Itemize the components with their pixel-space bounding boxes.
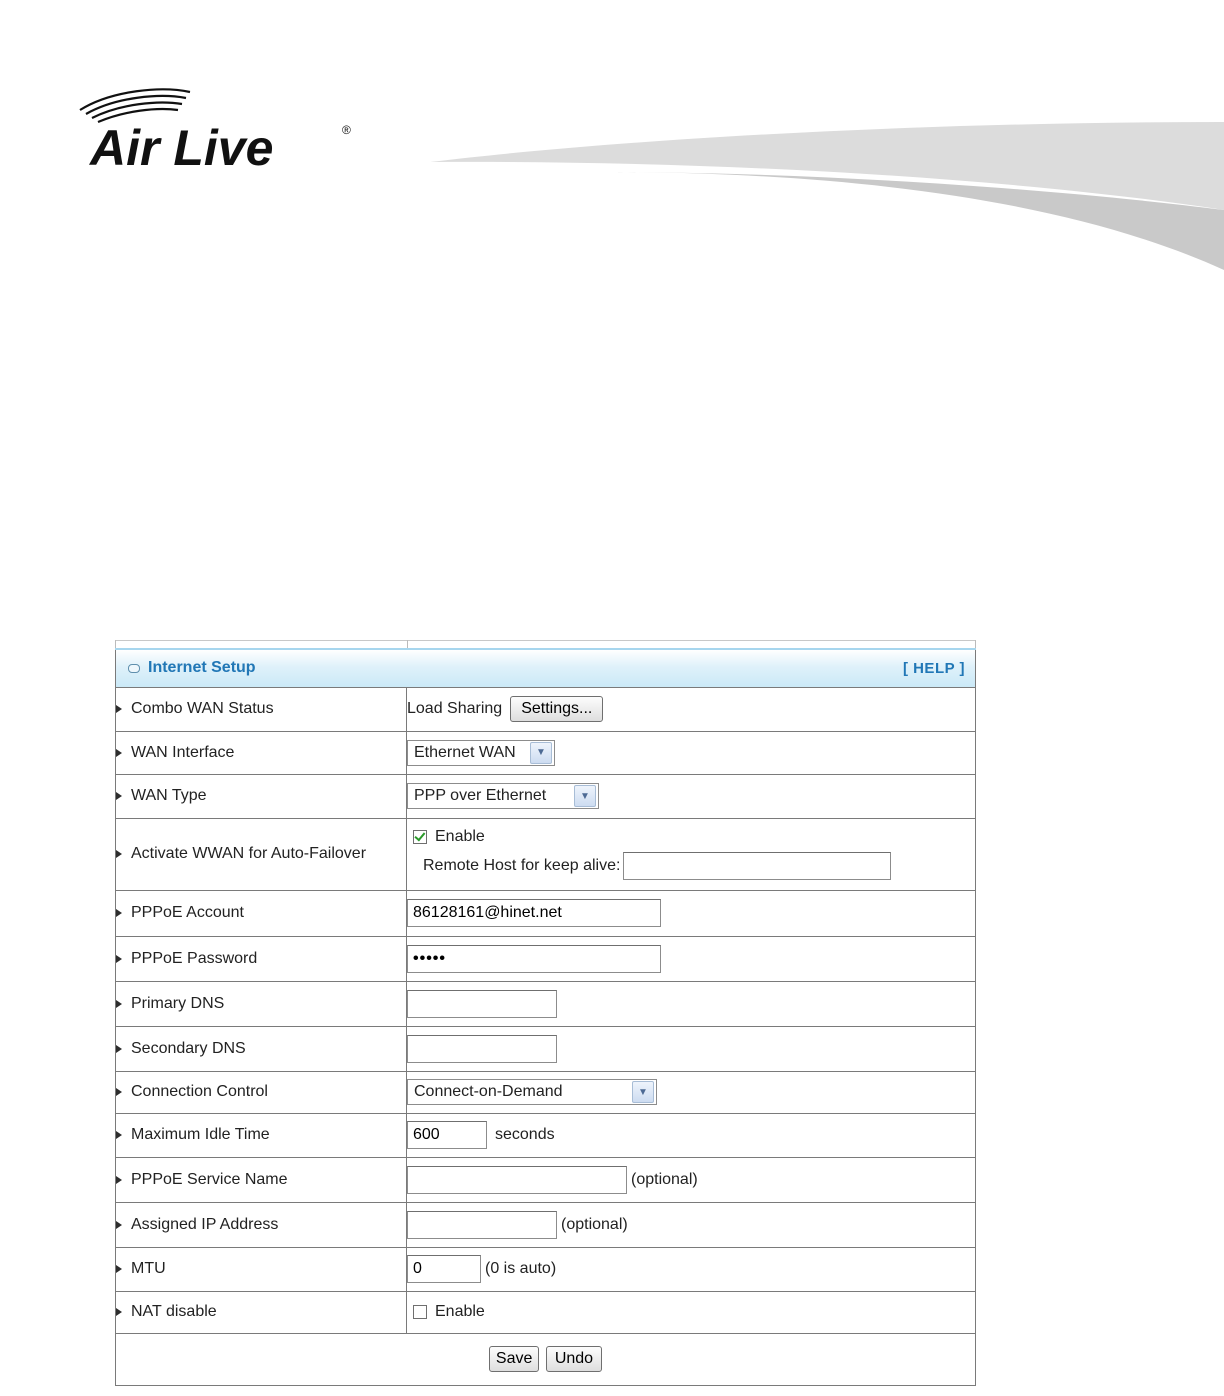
chevron-down-icon[interactable]: ▼ bbox=[632, 1081, 654, 1103]
primary-dns-label: Primary DNS bbox=[131, 994, 225, 1012]
internet-setup-panel bbox=[115, 648, 976, 1388]
table-row bbox=[116, 1202, 976, 1247]
assigned-ip-hint: (optional) bbox=[561, 1215, 628, 1233]
arrow-right-icon bbox=[116, 749, 122, 757]
arrow-right-icon bbox=[116, 1088, 122, 1096]
arrow-right-icon bbox=[116, 850, 122, 858]
help-link[interactable]: [ HELP ] bbox=[902, 659, 965, 677]
max-idle-time-unit: seconds bbox=[495, 1126, 555, 1143]
pppoe-account-label: PPPoE Account bbox=[131, 904, 244, 921]
panel-top-divider bbox=[115, 640, 976, 642]
connection-control-select[interactable] bbox=[407, 1079, 657, 1105]
wan-interface-select[interactable] bbox=[407, 740, 555, 766]
arrow-right-icon bbox=[116, 1045, 122, 1053]
save-button[interactable]: Save bbox=[489, 1346, 539, 1372]
actions-row bbox=[116, 1333, 976, 1385]
arrow-right-icon bbox=[116, 1131, 122, 1139]
pppoe-password-input[interactable] bbox=[407, 945, 661, 973]
wan-type-select[interactable] bbox=[407, 783, 599, 809]
auto-failover-checkbox[interactable] bbox=[413, 830, 427, 844]
table-row bbox=[116, 890, 976, 936]
airlive-logo bbox=[72, 82, 362, 172]
table-row bbox=[116, 687, 976, 731]
nat-disable-label: NAT disable bbox=[131, 1303, 217, 1320]
table-row bbox=[116, 1291, 976, 1333]
chevron-down-icon[interactable]: ▼ bbox=[574, 785, 596, 807]
wan-interface-label: WAN Interface bbox=[131, 743, 235, 761]
assigned-ip-label: Assigned IP Address bbox=[131, 1215, 279, 1233]
arrow-right-icon bbox=[116, 1265, 122, 1273]
max-idle-time-input[interactable] bbox=[407, 1121, 487, 1149]
arrow-right-icon bbox=[116, 909, 122, 917]
table-row bbox=[116, 1157, 976, 1202]
remote-host-label: Remote Host for keep alive: bbox=[423, 857, 621, 874]
table-row bbox=[116, 1026, 976, 1071]
mtu-label: MTU bbox=[131, 1260, 166, 1277]
pppoe-service-name-input[interactable] bbox=[407, 1166, 627, 1194]
internet-setup-table bbox=[115, 648, 976, 1386]
arrow-right-icon bbox=[116, 1308, 122, 1316]
max-idle-time-label: Maximum Idle Time bbox=[131, 1126, 270, 1143]
mtu-input[interactable] bbox=[407, 1255, 481, 1283]
connection-control-selected: Connect-on-Demand bbox=[414, 1083, 563, 1100]
password-mask: ••••• bbox=[413, 949, 447, 967]
combo-wan-status-value: Load Sharing bbox=[407, 700, 503, 717]
arrow-right-icon bbox=[116, 1000, 122, 1008]
chevron-down-icon[interactable]: ▼ bbox=[530, 742, 552, 764]
nat-disable-checkbox[interactable] bbox=[413, 1305, 427, 1319]
mtu-hint: (0 is auto) bbox=[485, 1260, 557, 1277]
wan-interface-selected: Ethernet WAN bbox=[414, 743, 516, 761]
combo-wan-status-label: Combo WAN Status bbox=[131, 700, 274, 717]
connection-control-label: Connection Control bbox=[131, 1083, 268, 1100]
table-row bbox=[116, 1071, 976, 1113]
table-row bbox=[116, 731, 976, 774]
pppoe-password-label: PPPoE Password bbox=[131, 949, 258, 967]
settings-button[interactable]: Settings... bbox=[510, 696, 603, 722]
assigned-ip-input[interactable] bbox=[407, 1211, 557, 1239]
section-bullet-icon bbox=[128, 664, 140, 673]
arrow-right-icon bbox=[116, 792, 122, 800]
secondary-dns-input[interactable] bbox=[407, 1035, 557, 1063]
auto-failover-enable-label: Enable bbox=[435, 828, 485, 845]
remote-host-input[interactable] bbox=[623, 852, 891, 880]
pppoe-account-input[interactable] bbox=[407, 899, 661, 927]
table-row bbox=[116, 1247, 976, 1291]
svg-text:®: ® bbox=[342, 123, 351, 137]
table-row bbox=[116, 1113, 976, 1157]
table-row bbox=[116, 818, 976, 890]
wan-type-selected: PPP over Ethernet bbox=[414, 787, 547, 804]
table-row bbox=[116, 981, 976, 1026]
svg-text:Air Live: Air Live bbox=[90, 120, 274, 172]
nat-disable-enable-label: Enable bbox=[435, 1303, 485, 1320]
pppoe-service-name-label: PPPoE Service Name bbox=[131, 1170, 288, 1188]
primary-dns-input[interactable] bbox=[407, 990, 557, 1018]
arrow-right-icon bbox=[116, 1221, 122, 1229]
checkmark-icon bbox=[414, 830, 425, 842]
wan-type-label: WAN Type bbox=[131, 787, 207, 804]
header-swoosh bbox=[430, 110, 1224, 280]
panel-title: Internet Setup bbox=[148, 659, 256, 677]
table-row bbox=[116, 936, 976, 981]
pppoe-service-name-hint: (optional) bbox=[631, 1170, 698, 1188]
arrow-right-icon bbox=[116, 705, 122, 713]
arrow-right-icon bbox=[116, 955, 122, 963]
undo-button[interactable]: Undo bbox=[546, 1346, 602, 1372]
secondary-dns-label: Secondary DNS bbox=[131, 1039, 246, 1057]
auto-failover-label: Activate WWAN for Auto-Failover bbox=[131, 845, 367, 862]
table-row bbox=[116, 774, 976, 818]
panel-header bbox=[116, 649, 976, 687]
arrow-right-icon bbox=[116, 1176, 122, 1184]
